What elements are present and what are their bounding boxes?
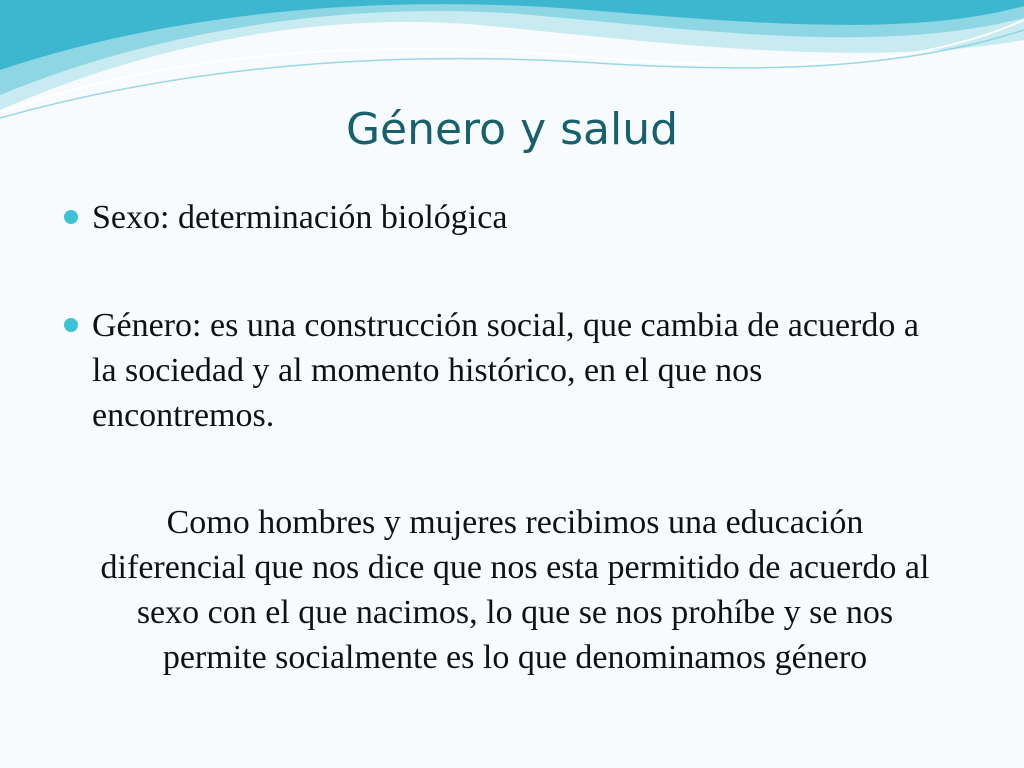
body-paragraph: Como hombres y mujeres recibimos una educación diferencial que nos dice que nos esta permitido de acuerdo al sexo con el que nacimos, lo que se nos prohíbe y se nos permite socialmente es lo que denominamos género xyxy=(100,504,930,676)
slide-title: Género y salud xyxy=(345,104,679,155)
bullet-item xyxy=(60,195,940,240)
bullet-text: Género: es una construcción social, que cambia de acuerdo a la sociedad y al momento histórico, en el que nos encontremos. xyxy=(92,307,919,434)
bullet-dot-icon xyxy=(64,318,78,332)
bullet-dot-icon xyxy=(64,210,78,224)
bullet-item xyxy=(60,303,940,438)
bullet-text: Sexo: determinación biológica xyxy=(92,199,508,236)
bullet-list xyxy=(60,195,940,438)
